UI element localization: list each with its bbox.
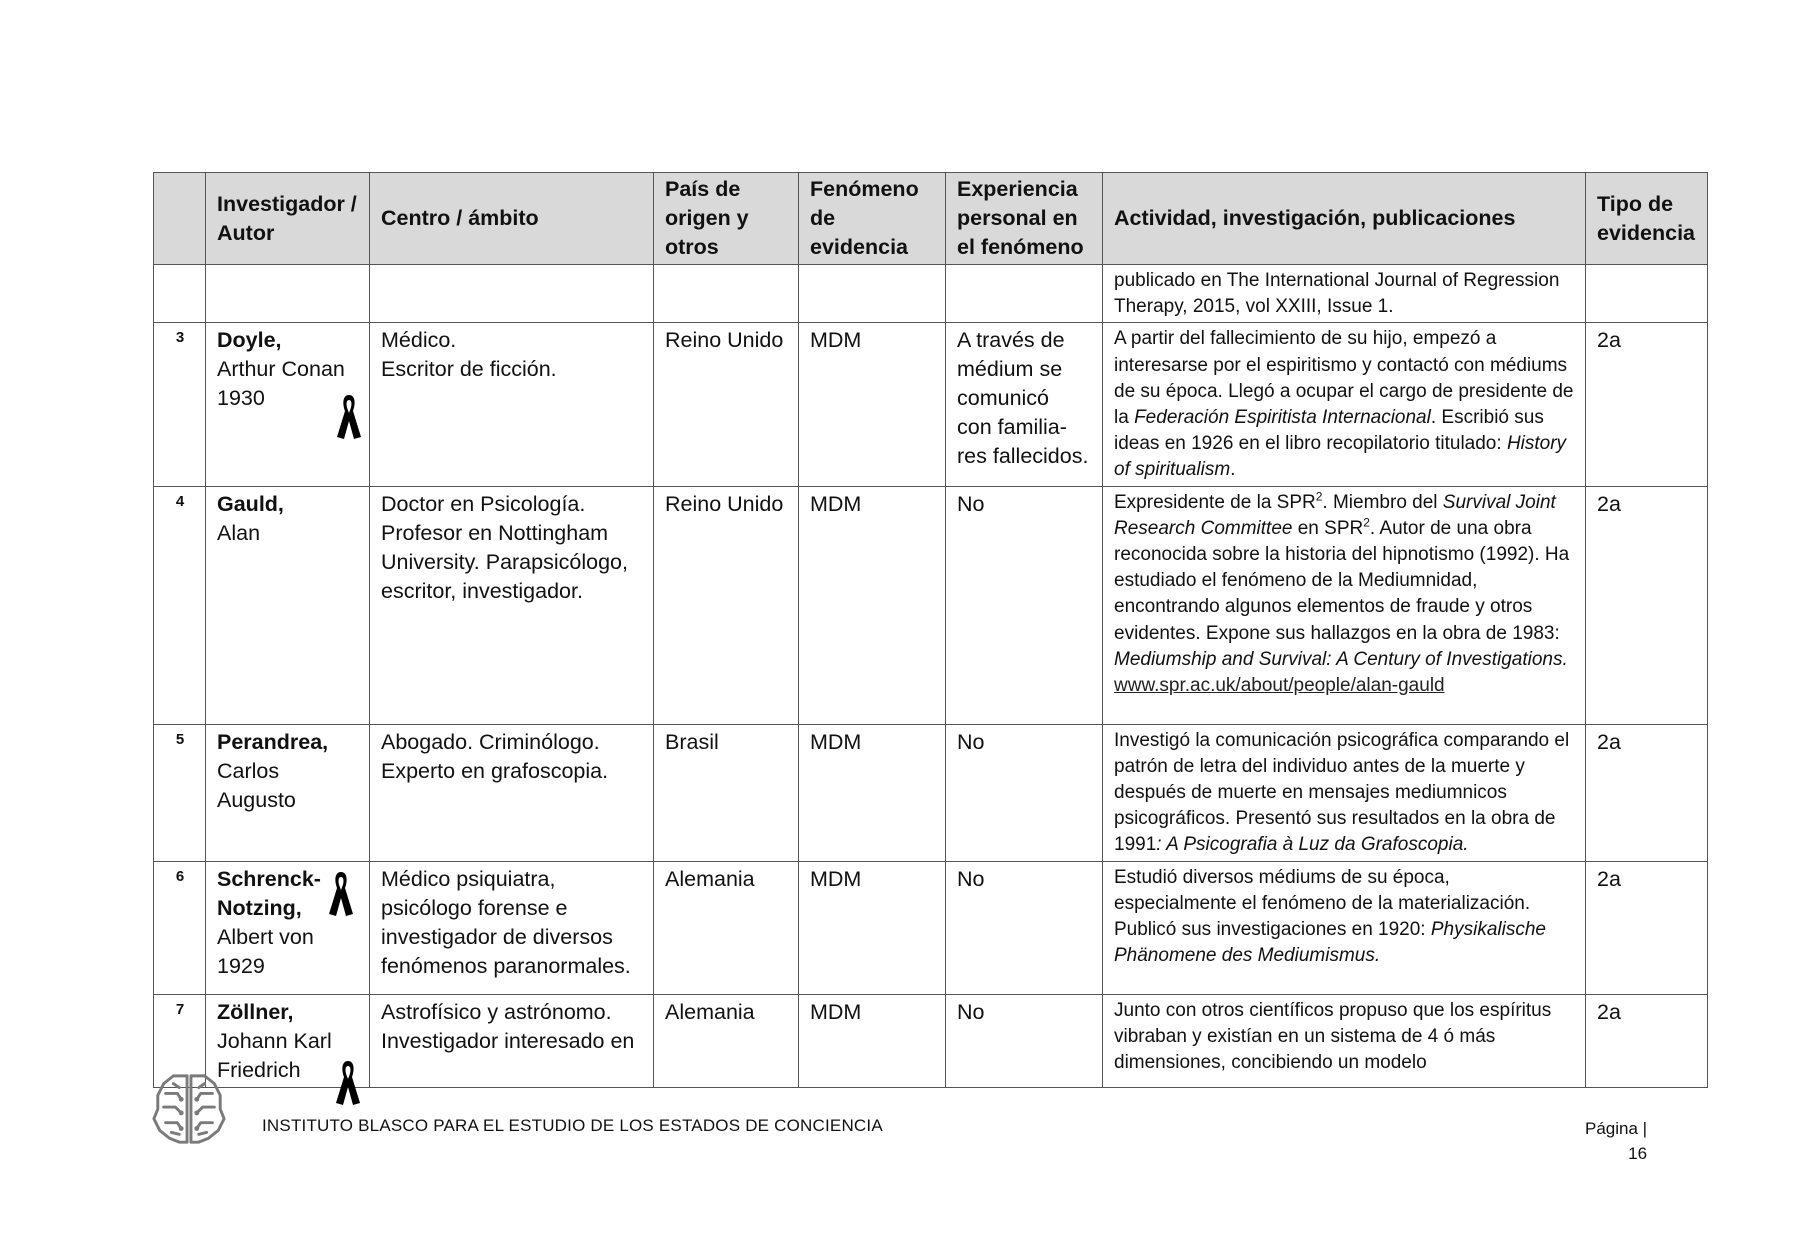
table-header-row	[154, 173, 1708, 265]
reference-link[interactable]: www.spr.ac.uk/about/people/alan-gauld	[1114, 675, 1445, 697]
mourning-ribbon-icon	[326, 868, 356, 918]
center-line: escritor, investigador.	[381, 578, 583, 603]
researchers-table	[153, 172, 1708, 1088]
brain-circuit-logo	[150, 1070, 228, 1148]
row-number: 6	[154, 861, 206, 994]
page-number: 16	[1628, 1144, 1648, 1163]
footer-page-number	[1585, 1116, 1647, 1166]
researcher-name-line: Friedrich	[217, 1057, 301, 1082]
header-cell-evidence: Tipo de evidencia	[1586, 173, 1708, 265]
researcher-name-line: Albert von	[217, 924, 314, 949]
footnote-marker: 2	[1363, 515, 1370, 530]
phenomenon-cell: MDM	[799, 861, 946, 994]
researcher-surname: Schrenck-Notzing,	[217, 866, 321, 920]
evidence-cell: 2a	[1586, 861, 1708, 994]
table-row	[154, 724, 1708, 861]
activity-text: . Escribió sus ideas en 1926 en el libro recopilatorio titulado:	[1114, 407, 1544, 455]
experience-line: A través de	[957, 328, 1065, 353]
center-line: fenómenos paranormales.	[381, 953, 631, 978]
researcher-name-line: Carlos	[217, 758, 280, 783]
researcher-cell	[206, 861, 370, 994]
center-line: Profesor en Nottingham	[381, 520, 609, 545]
experience-cell: No	[946, 994, 1103, 1087]
center-line: Abogado. Criminólogo.	[381, 729, 600, 754]
researcher-name-line: Arthur Conan	[217, 357, 345, 382]
researcher-cell	[206, 486, 370, 724]
header-cell-number	[154, 173, 206, 265]
activity-cell	[1103, 486, 1586, 724]
experience-line: comunicó	[957, 386, 1050, 411]
researcher-cell	[206, 724, 370, 861]
row-number: 4	[154, 486, 206, 724]
phenomenon-cell: MDM	[799, 724, 946, 861]
footnote-marker: 2	[1315, 489, 1323, 504]
evidence-cell: 2a	[1586, 486, 1708, 724]
row-number: 7	[154, 994, 206, 1087]
activity-text: Investigó la comunicación psicográfica comparando el patrón de letra del individuo antes de la muerte y después de muerte en mensajes mediumnicos psicográficos. Presentó sus resultados en la obra de 1991	[1114, 729, 1570, 856]
experience-cell: No	[946, 861, 1103, 994]
header-cell-country: País de origen y otros	[654, 173, 799, 265]
header-cell-experience: Experiencia personal en el fenómeno	[946, 173, 1103, 265]
row-number: 5	[154, 724, 206, 861]
researcher-cell	[206, 323, 370, 486]
researcher-cell	[206, 994, 370, 1087]
country-cell: Reino Unido	[654, 323, 799, 486]
activity-italic-text: Mediumship and Survival: A Century of Investigations.	[1114, 648, 1568, 670]
experience-line: médium se	[957, 357, 1063, 382]
activity-text: en SPR	[1292, 517, 1364, 539]
researcher-name-line: Augusto	[217, 787, 296, 812]
researcher-name-line: Alan	[217, 520, 261, 545]
experience-line: res fallecidos.	[957, 444, 1089, 469]
table-row	[154, 486, 1708, 724]
header-cell-activity: Actividad, investigación, publicaciones	[1103, 173, 1586, 265]
activity-cell	[1103, 724, 1586, 861]
experience-cell: No	[946, 724, 1103, 861]
country-cell: Reino Unido	[654, 486, 799, 724]
center-cell	[370, 486, 654, 724]
table-row-continuation	[154, 265, 1708, 323]
center-line: Investigador interesado en	[381, 1028, 635, 1053]
experience-cell: No	[946, 486, 1103, 724]
center-line: Escritor de ficción.	[381, 357, 557, 382]
table-row	[154, 994, 1708, 1087]
researcher-surname: Zöllner,	[217, 999, 294, 1024]
center-line: University. Parapsicólogo,	[381, 549, 628, 574]
country-cell: Brasil	[654, 724, 799, 861]
activity-italic-text: Survival Joint Research Committee	[1114, 491, 1556, 539]
country-cell: Alemania	[654, 994, 799, 1087]
evidence-cell: 2a	[1586, 323, 1708, 486]
researcher-name-line: 1929	[217, 953, 265, 978]
header-cell-center: Centro / ámbito	[370, 173, 654, 265]
activity-text: . Miembro del	[1322, 491, 1443, 513]
activity-text: Expresidente de la SPR	[1114, 491, 1316, 513]
activity-italic-text: Physikalische Phänomene des Mediumismus.	[1114, 919, 1546, 967]
center-line: investigador de diversos	[381, 924, 613, 949]
activity-continuation: publicado en The International Journal of Regression Therapy, 2015, vol XXIII, Issue 1.	[1103, 265, 1586, 323]
experience-cell	[946, 323, 1103, 486]
evidence-cell: 2a	[1586, 724, 1708, 861]
phenomenon-cell: MDM	[799, 994, 946, 1087]
center-cell	[370, 861, 654, 994]
center-line: psicólogo forense e	[381, 895, 568, 920]
center-cell	[370, 994, 654, 1087]
researcher-name-line: Johann Karl	[217, 1028, 332, 1053]
center-line: Doctor en Psicología.	[381, 491, 586, 516]
center-cell	[370, 323, 654, 486]
phenomenon-cell: MDM	[799, 486, 946, 724]
activity-cell	[1103, 323, 1586, 486]
center-cell	[370, 724, 654, 861]
researcher-surname: Perandrea,	[217, 729, 329, 754]
header-cell-phenomenon: Fenómeno de evidencia	[799, 173, 946, 265]
phenomenon-cell: MDM	[799, 323, 946, 486]
activity-italic-text: Federación Espiritista Internacional	[1134, 407, 1431, 429]
center-line: Médico psiquiatra,	[381, 866, 556, 891]
activity-text: Estudió diversos médiums de su época, especialmente el fenómeno de la materialización. Publicó sus investigaciones en 1920:	[1114, 866, 1531, 941]
row-number: 3	[154, 323, 206, 486]
activity-text: . Autor de una obra reconocida sobre la historia del hipnotismo (1992). Ha estudiado el fenómeno de la Mediumnidad, encontrando algunos elementos de fraude y otros evidentes. Expone sus hallazgos en la obra de 1983:	[1114, 517, 1570, 644]
researcher-name-line: 1930	[217, 386, 265, 411]
page-label: Página |	[1585, 1119, 1648, 1138]
center-line: Médico.	[381, 328, 457, 353]
country-cell: Alemania	[654, 861, 799, 994]
center-line: Astrofísico y astrónomo.	[381, 999, 612, 1024]
header-cell-researcher: Investigador / Autor	[206, 173, 370, 265]
researcher-surname: Doyle,	[217, 328, 282, 353]
table-row	[154, 323, 1708, 486]
researcher-surname: Gauld,	[217, 491, 284, 516]
evidence-cell: 2a	[1586, 994, 1708, 1087]
activity-text: .	[1230, 459, 1236, 481]
activity-text: A partir del fallecimiento de su hijo, empezó a interesarse por el espiritismo y contactó con médiums de su época. Llegó a ocupar el cargo de presidente de la	[1114, 328, 1574, 429]
experience-line: con familia-	[957, 415, 1067, 440]
activity-italic-text: : A Psicografia à Luz da Grafoscopia.	[1156, 834, 1469, 856]
center-line: Experto en grafoscopia.	[381, 758, 609, 783]
mourning-ribbon-icon	[334, 391, 364, 441]
footer-institute-name: INSTITUTO BLASCO PARA EL ESTUDIO DE LOS ESTADOS DE CONCIENCIA	[262, 1116, 883, 1135]
mourning-ribbon-icon	[333, 1057, 363, 1107]
activity-cell	[1103, 861, 1586, 994]
activity-italic-text: History of spiritualism	[1114, 433, 1567, 481]
activity-cell: Junto con otros científicos propuso que los espíritus vibraban y existían en un sistema de 4 ó más dimensiones, concibiendo un modelo	[1103, 994, 1586, 1087]
table-row	[154, 861, 1708, 994]
